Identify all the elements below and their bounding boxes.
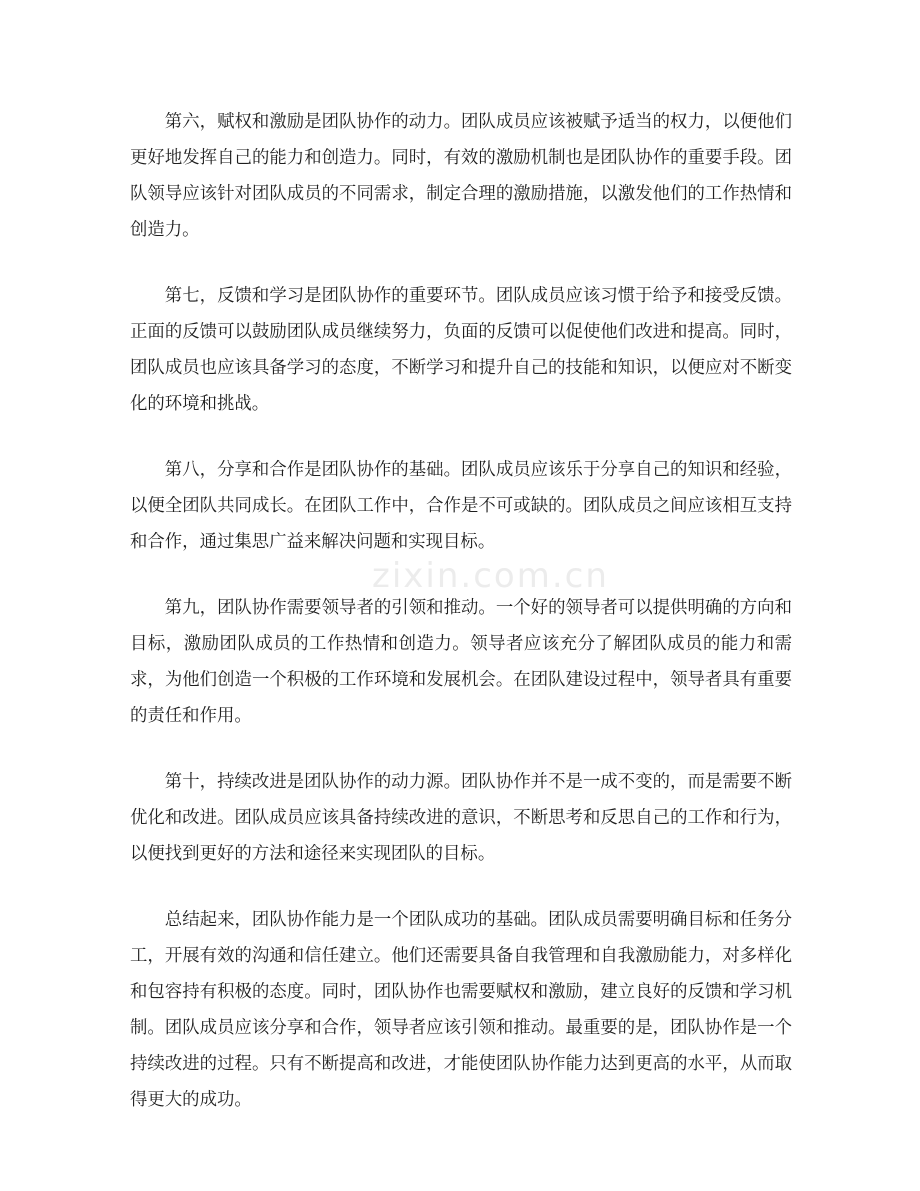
watermark: zixin.com.cn xyxy=(372,556,609,596)
paragraph-6: 第六，赋权和激励是团队协作的动力。团队成员应该被赋予适当的权力，以便他们更好地发挥自己的能力和创造力。同时，有效的激励机制也是团队协作的重要手段。团队领导应该针对团队成员的不同需求，制定合理的激励措施，以激发他们的工作热情和创造力。 xyxy=(130,112,792,240)
paragraph-8: 第八，分享和合作是团队协作的基础。团队成员应该乐于分享自己的知识和经验，以便全团队共同成长。在团队工作中，合作是不可或缺的。团队成员之间应该相互支持和合作，通过集思广益来解决问题和实现目标。 xyxy=(130,460,792,552)
paragraph-10: 第十，持续改进是团队协作的动力源。团队协作并不是一成不变的，而是需要不断优化和改进。团队成员应该具备持续改进的意识，不断思考和反思自己的工作和行为，以便找到更好的方法和途径来实现团队的目标。 xyxy=(130,772,792,864)
paragraph-7: 第七，反馈和学习是团队协作的重要环节。团队成员应该习惯于给予和接受反馈。正面的反馈可以鼓励团队成员继续努力，负面的反馈可以促使他们改进和提高。同时，团队成员也应该具备学习的态度，不断学习和提升自己的技能和知识，以便应对不断变化的环境和挑战。 xyxy=(130,286,792,414)
paragraph-9: 第九，团队协作需要领导者的引领和推动。一个好的领导者可以提供明确的方向和目标，激励团队成员的工作热情和创造力。领导者应该充分了解团队成员的能力和需求，为他们创造一个积极的工作环境和发展机会。在团队建设过程中，领导者具有重要的责任和作用。 xyxy=(130,598,792,726)
document-body xyxy=(130,104,792,1148)
paragraph-summary: 总结起来，团队协作能力是一个团队成功的基础。团队成员需要明确目标和任务分工，开展有效的沟通和信任建立。他们还需要具备自我管理和自我激励能力，对多样化和包容持有积极的态度。同时，团队协作也需要赋权和激励，建立良好的反馈和学习机制。团队成员应该分享和合作，领导者应该引领和推动。最重要的是，团队协作是一个持续改进的过程。只有不断提高和改进，才能使团队协作能力达到更高的水平，从而取得更大的成功。 xyxy=(130,910,792,1110)
